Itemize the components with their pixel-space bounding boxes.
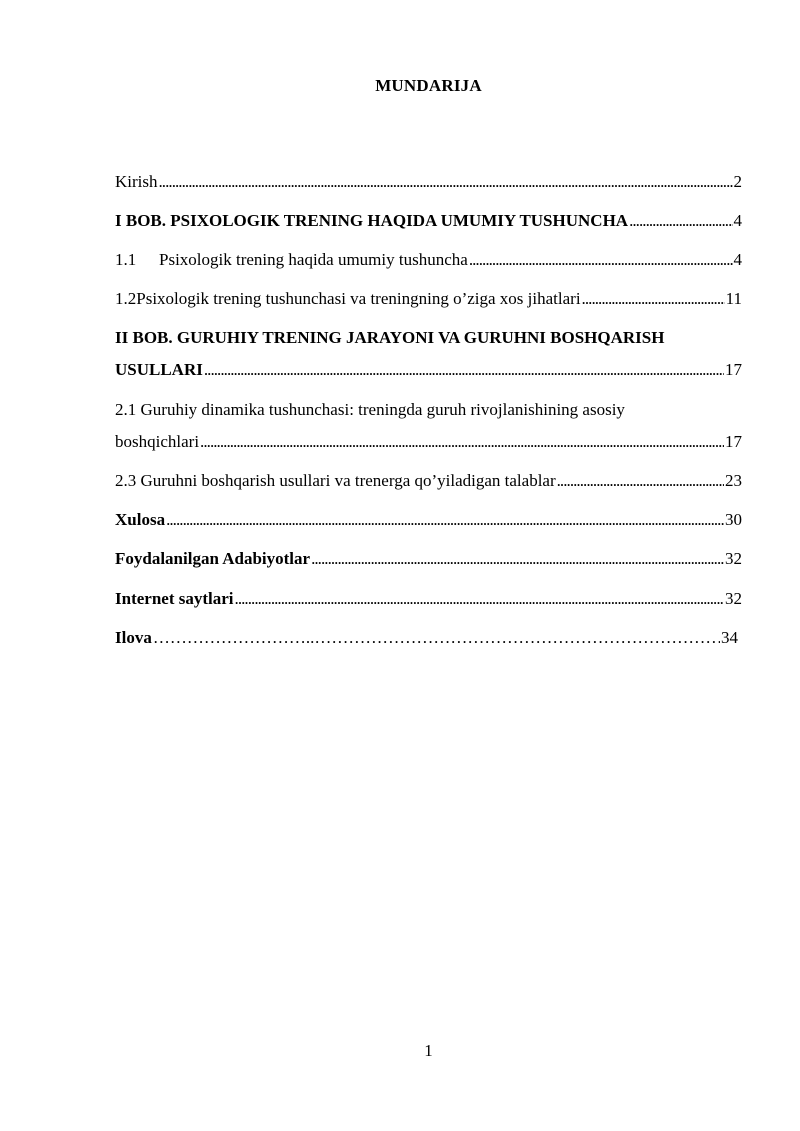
toc-leader-dots [153,626,720,650]
toc-entry-page: 23 [725,471,742,490]
toc-entry-page: 32 [725,589,742,608]
toc-entry-page: 17 [725,432,742,451]
toc-leader-dots [469,248,733,272]
toc-entry-page: 17 [725,360,742,379]
toc-entry-label: Ilova [115,628,152,647]
toc-entry-label-line: 2.1 Guruhiy dinamika tushunchasi: treningda guruh rivojlanishining asosiy [115,400,625,419]
toc-entry-section-1-2[interactable] [115,287,742,311]
toc-entry-label: 1.2Psixologik trening tushunchasi va treningning o’ziga xos jihatlari [115,289,581,308]
toc-entry-page: 30 [725,510,742,529]
toc-leader-dots [204,358,724,382]
page-number: 1 [424,1041,433,1060]
toc-entry-ilova[interactable] [115,626,738,650]
toc-entry-label [115,248,468,272]
toc-entry-label: Xulosa [115,510,166,529]
toc-entry-xulosa[interactable] [115,508,742,532]
toc-entry-label: boshqichlari [115,432,200,451]
toc-entry-page: 2 [733,172,742,191]
toc-entry-page: 34 [721,628,738,647]
toc-leader-dots [629,209,732,233]
toc-entry-number: 1.1 [115,250,137,269]
toc-leader-dots [582,287,725,311]
toc-entry-chapter-2[interactable] [115,358,742,382]
toc-entry-section-2-3[interactable] [115,469,742,493]
toc-entry-label: Internet saytlari [115,589,234,608]
toc-leader-dots [166,508,724,532]
page-title: MUNDARIJA [375,76,482,95]
toc-entry-text: Psixologik trening haqida umumiy tushuncha [159,250,468,269]
toc-entry-label: USULLARI [115,360,203,379]
toc-entry-label-line: II BOB. GURUHIY TRENING JARAYONI VA GURUHNI BOSHQARISH [115,328,665,347]
toc-leader-dots [235,587,724,611]
toc-entry-section-2-1[interactable] [115,430,742,454]
toc-entry-page: 32 [725,549,742,568]
toc-entry-label: Kirish [115,172,158,191]
toc-entry-label: Foydalanilgan Adabiyotlar [115,549,311,568]
toc-entry-kirish[interactable] [115,170,742,194]
toc-entry-section-1-1[interactable] [115,248,742,272]
toc-entry-adabiyotlar[interactable] [115,547,742,571]
toc-entry-internet-saytlari[interactable] [115,587,742,611]
toc-entry-page: 11 [725,289,742,308]
toc-leader-dots [200,430,724,454]
toc-entry-chapter-1[interactable] [115,209,742,233]
toc-entry-page: 4 [733,250,742,269]
toc-entry-label: I BOB. PSIXOLOGIK TRENING HAQIDA UMUMIY TUSHUNCHA [115,211,629,230]
toc-leader-dots [159,170,733,194]
toc-leader-dots [557,469,724,493]
toc-entry-label: 2.3 Guruhni boshqarish usullari va trenerga qo’yiladigan talablar [115,471,556,490]
toc-leader-dots [311,547,724,571]
toc-entry-page: 4 [733,211,742,230]
